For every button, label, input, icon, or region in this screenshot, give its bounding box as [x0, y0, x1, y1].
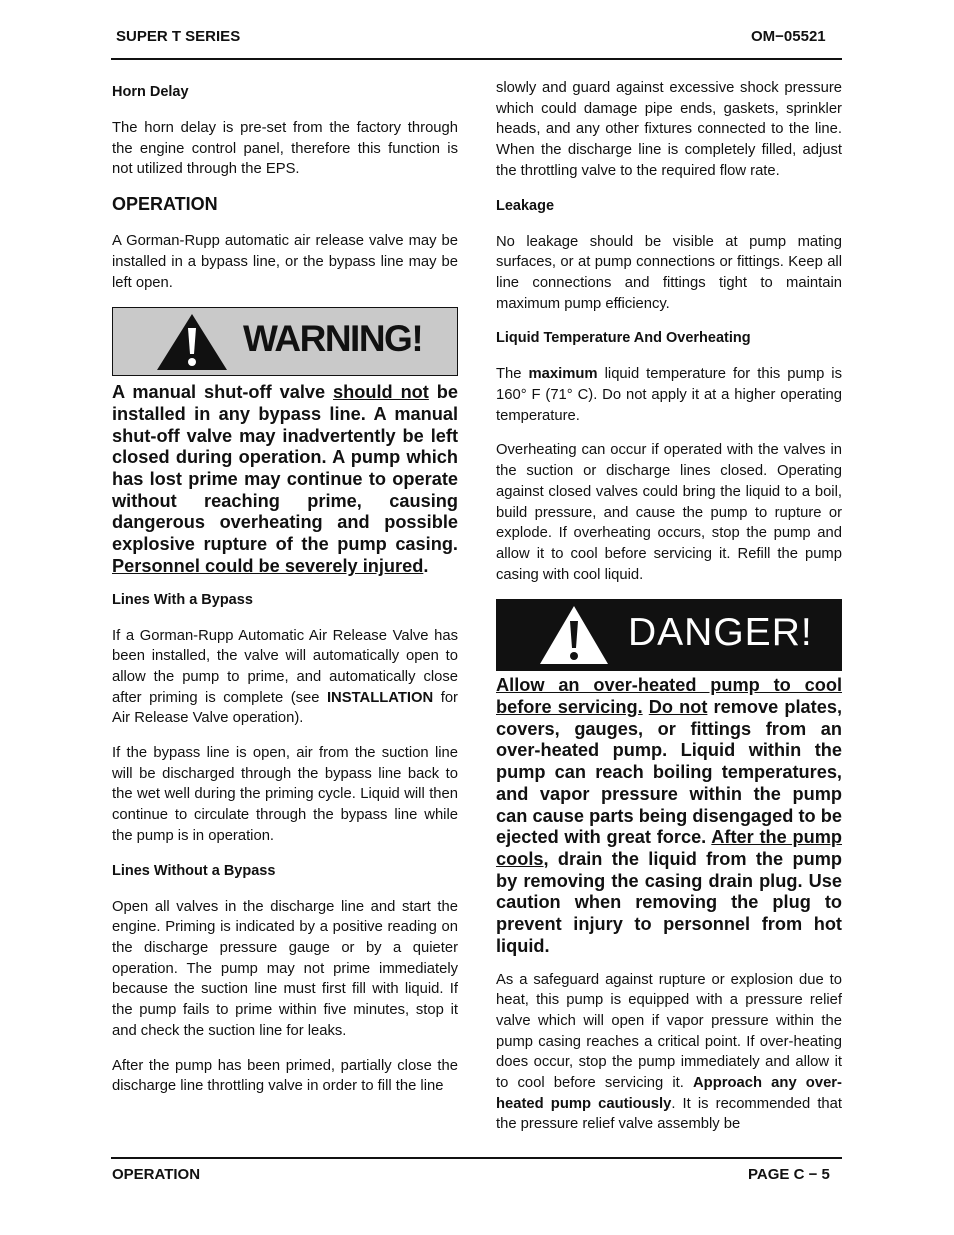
left-column: [112, 78, 458, 1097]
pressure-relief-safeguard-text: As a safeguard against rupture or explosion due to heat, this pump is equipped with a pressure relief valve which will open if vapor pressure within the pump casing reaches a critical point. If over-heating does occur, stop the pump immediately and allow it to cool before servicing it. Approach any over-heated pump cautiously. It is recommended that the pressure relief valve assembly be: [496, 971, 842, 1133]
warning-triangle-icon: [155, 312, 229, 372]
danger-text: Allow an over-heated pump to cool before servicing. Do not remove plates, covers, gauges, or fittings from an over-heated pump. Liquid within the pump can reach boiling temperatures, and vapor pressure within the pump can cause parts being disengaged to be ejected with great force. After the pump cools, drain the liquid from the pump by removing the casing drain plug. Use caution when removing the plug to prevent injury to personnel from hot liquid.: [496, 675, 842, 956]
lines-without-bypass-text-2: After the pump has been primed, partially close the discharge line throttling valve in order to fill the line: [112, 1057, 458, 1095]
header-series-title: SUPER T SERIES: [116, 28, 241, 45]
leakage-heading: Leakage: [496, 197, 555, 214]
lines-with-bypass-text-1: If a Gorman-Rupp Automatic Air Release Valve has been installed, the valve will automatically open to allow the pump to prime, and automatically close after priming is complete (see INSTALLATION for Air Release Valve operation).: [112, 627, 458, 727]
operation-heading: OPERATION: [112, 194, 218, 215]
danger-banner: [496, 599, 842, 671]
warning-banner: [112, 307, 458, 376]
liquid-temperature-text: The maximum liquid temperature for this pump is 160° F (71° C). Do not apply it at a higher operating temperature.: [496, 366, 842, 424]
horn-delay-heading: Horn Delay: [112, 84, 189, 100]
lines-without-bypass-text-1: Open all valves in the discharge line and start the engine. Priming is indicated by a positive reading on the discharge pressure gauge or by a quieter operation. The pump may not prime immediately because the suction line must first fill with liquid. If the pump fails to prime within five minutes, stop it and check the suction line for leaks.: [112, 898, 458, 1039]
lines-with-bypass-text-2: If the bypass line is open, air from the suction line will be discharged through the bypass line back to the wet well during the priming cycle. Liquid will then continue to circulate through the bypass line while the pump is in operation.: [112, 745, 458, 844]
leakage-text: No leakage should be visible at pump mating surfaces, or at pump connections or fittings. Keep all line connections and fittings tight to maintain maximum pump efficiency.: [496, 233, 842, 312]
warning-text: A manual shut-off valve should not be installed in any bypass line. A manual shut-off valve may inadvertently be left closed during operation. A pump which has lost prime may continue to operate without reaching prime, causing dangerous overheating and possible explosive rupture of the pump casing. Personnel could be severely injured.: [112, 382, 458, 576]
danger-triangle-icon: [538, 604, 610, 666]
throttling-continued-text: slowly and guard against excessive shock pressure which could damage pipe ends, gaskets, sprinkler heads, and any other fixtures connected to the line. When the discharge line is completely filled, adjust the throttling valve to the required flow rate.: [496, 80, 842, 179]
header-rule: [111, 58, 842, 60]
lines-with-bypass-heading: Lines With a Bypass: [112, 591, 253, 608]
liquid-temperature-heading: Liquid Temperature And Overheating: [496, 330, 751, 347]
footer-page-number: PAGE C − 5: [748, 1166, 830, 1183]
operation-text: A Gorman-Rupp automatic air release valve may be installed in a bypass line, or the bypass line may be left open.: [112, 233, 458, 291]
horn-delay-text: The horn delay is pre-set from the factory through the engine control panel, therefore this function is not utilized through the EPS.: [112, 120, 458, 178]
danger-label: DANGER!: [628, 611, 813, 655]
header-document-number: OM−05521: [751, 28, 826, 45]
warning-label: WARNING!: [243, 318, 423, 360]
footer-section-title: OPERATION: [112, 1166, 201, 1183]
footer-rule: [111, 1157, 842, 1159]
right-column: [496, 78, 842, 1135]
overheating-text: Overheating can occur if operated with the valves in the suction or discharge lines closed. Operating against closed valves could bring the liquid to a boil, build pressure, and cause the pump to rupture or explode. If overheating occurs, stop the pump and allow it to cool before servicing it. Refill the pump casing with cool liquid.: [496, 442, 842, 583]
lines-without-bypass-heading: Lines Without a Bypass: [112, 862, 276, 879]
